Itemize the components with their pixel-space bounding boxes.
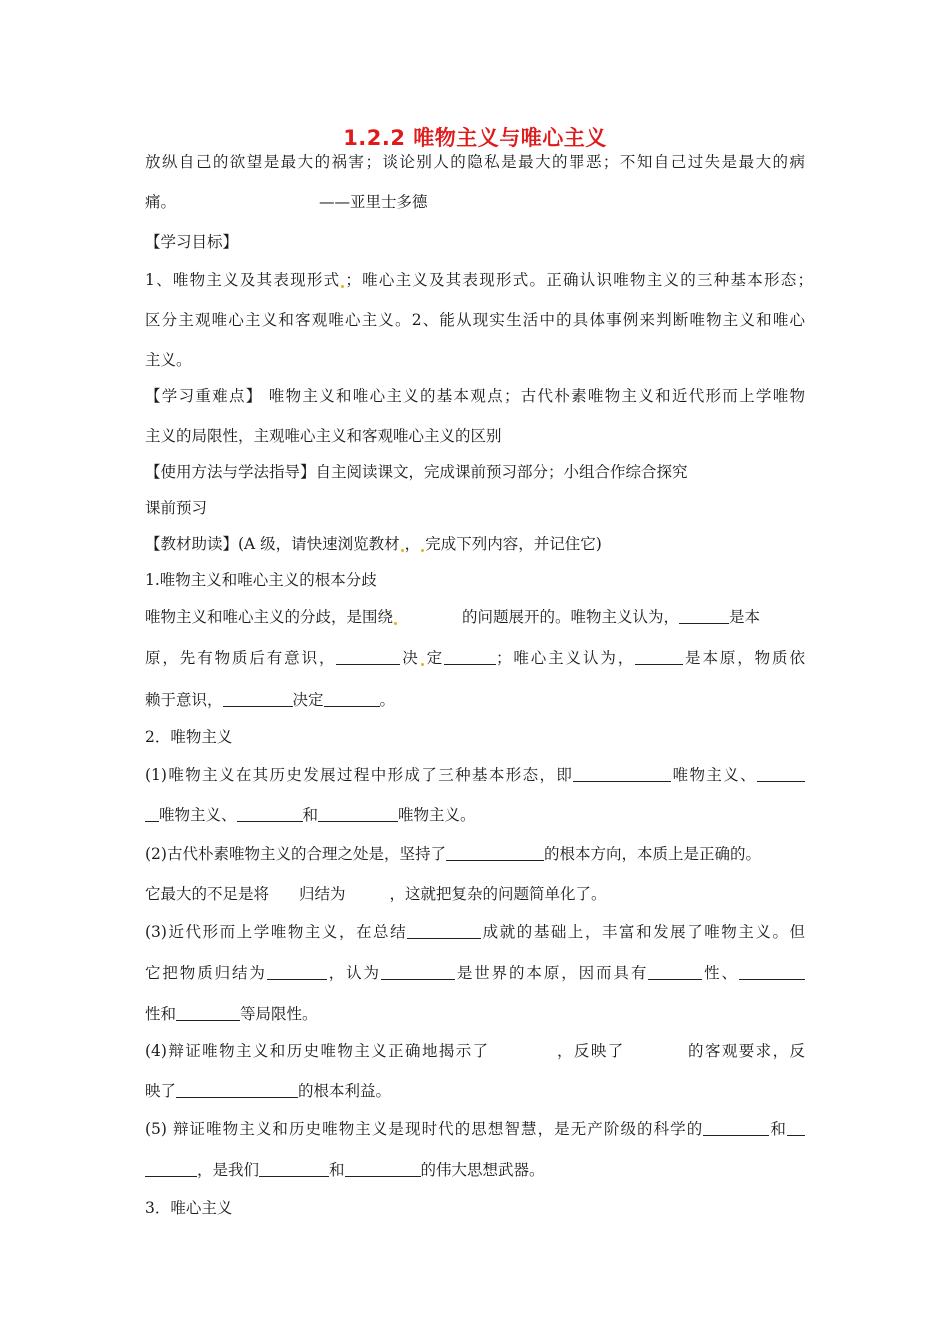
s2-p1-line-1: (1)唯物主义在其历史发展过程中形成了三种基本形态，即 唯物主义、 [145,765,805,785]
fill-blank[interactable] [176,1005,240,1021]
fill-blank[interactable] [757,766,805,782]
quote-author: ——亚里士多德 [319,193,428,211]
s1-line-2: 原，先有物质后有意识， 决 定 ；唯心主义认为， 是本原，物质依 [145,649,805,667]
fill-blank[interactable] [407,923,481,939]
quote-line-1: 放纵自己的欲望是最大的祸害；谈论别人的隐私是最大的罪恶；不知自己过失是最大的病 [145,153,805,171]
s1-heading: 1.唯物主义和唯心主义的根本分歧 [145,571,377,589]
goals-line-2: 区分主观唯心主义和客观唯心主义。2、能从现实生活中的具体事例来判断唯物主义和唯心 [145,311,805,329]
s2-p2-line-2: 它最大的不足是将 归结为 ，这就把复杂的问题简单化了。 [145,885,607,903]
fill-blank[interactable] [381,964,455,980]
goals-line-3: 主义。 [145,351,192,369]
s2-p4-line-1: (4)辩证唯物主义和历史唯物主义正确地揭示了 ，反映了 的客观要求，反 [145,1042,805,1060]
fill-blank[interactable] [318,806,398,822]
s2-p3-line-2: 它把物质归结为 ，认为 是世界的本原，因而具有 性、 [145,963,805,983]
fill-blank[interactable] [267,964,327,980]
page-title: 1.2.2 唯物主义与唯心主义 [343,126,607,150]
s1-line-1: 唯物主义和唯心主义的分歧，是围绕 的问题展开的。唯物主义认为， 是本 [145,608,761,626]
fill-blank[interactable] [336,649,400,665]
fill-blank[interactable] [679,608,729,624]
s2-p5-line-2: ，是我们 和 的伟大思想武器。 [145,1160,545,1180]
s3-heading: 3．唯心主义 [145,1199,233,1217]
fill-blank[interactable] [259,1161,329,1177]
preview-heading: 课前预习 [145,499,208,517]
fill-blank[interactable] [573,766,671,782]
s2-p3-line-1: (3)近代形而上学唯物主义，在总结 成就的基础上，丰富和发展了唯物主义。但 [145,923,805,941]
s2-p2-line-1: (2)古代朴素唯物主义的合理之处是，坚持了 的根本方向，本质上是正确的。 [145,845,761,863]
s2-p1-line-2: 唯物主义、 和 唯物主义。 [145,805,476,825]
guide-line: 【教材助读】(A 级，请快速浏览教材 ， 完成下列内容，并记住它) [145,535,602,553]
s2-p4-line-2: 映了 的根本利益。 [145,1082,392,1100]
fill-blank[interactable] [446,845,544,861]
fill-blank[interactable] [345,1161,421,1177]
s2-p3-line-3: 性和 等局限性。 [145,1005,318,1023]
s2-p5-line-1: (5) 辩证唯物主义和历史唯物主义是现时代的思想智慧，是无产阶级的科学的 和 [145,1119,805,1139]
fill-blank[interactable] [703,1120,769,1136]
goals-line-1: 1、唯物主义及其表现形式 ；唯心主义及其表现形式。正确认识唯物主义的三种基本形态； [145,271,813,289]
key-line-2: 主义的局限性，主观唯心主义和客观唯心主义的区别 [145,427,502,445]
quote-line-2: 痛。 ——亚里士多德 [145,193,428,211]
fill-blank[interactable] [223,691,293,707]
fill-blank[interactable] [787,1120,805,1136]
fill-blank[interactable] [444,649,496,665]
fill-blank[interactable] [648,964,702,980]
fill-blank[interactable] [176,1082,298,1098]
s2-heading: 2．唯物主义 [145,728,233,746]
fill-blank[interactable] [145,1161,197,1177]
fill-blank[interactable] [237,806,303,822]
goals-heading: 【学习目标】 [145,233,239,251]
fill-blank[interactable] [324,691,380,707]
fill-blank[interactable] [145,806,159,822]
fill-blank[interactable] [635,649,683,665]
fill-blank[interactable] [739,964,805,980]
method-line: 【使用方法与学法指导】自主阅读课文，完成课前预习部分；小组合作综合探究 [145,463,688,481]
s1-line-3: 赖于意识， 决定 。 [145,691,396,709]
key-line-1: 【学习重难点】 唯物主义和唯心主义的基本观点；古代朴素唯物主义和近代形而上学唯物 [145,387,805,405]
